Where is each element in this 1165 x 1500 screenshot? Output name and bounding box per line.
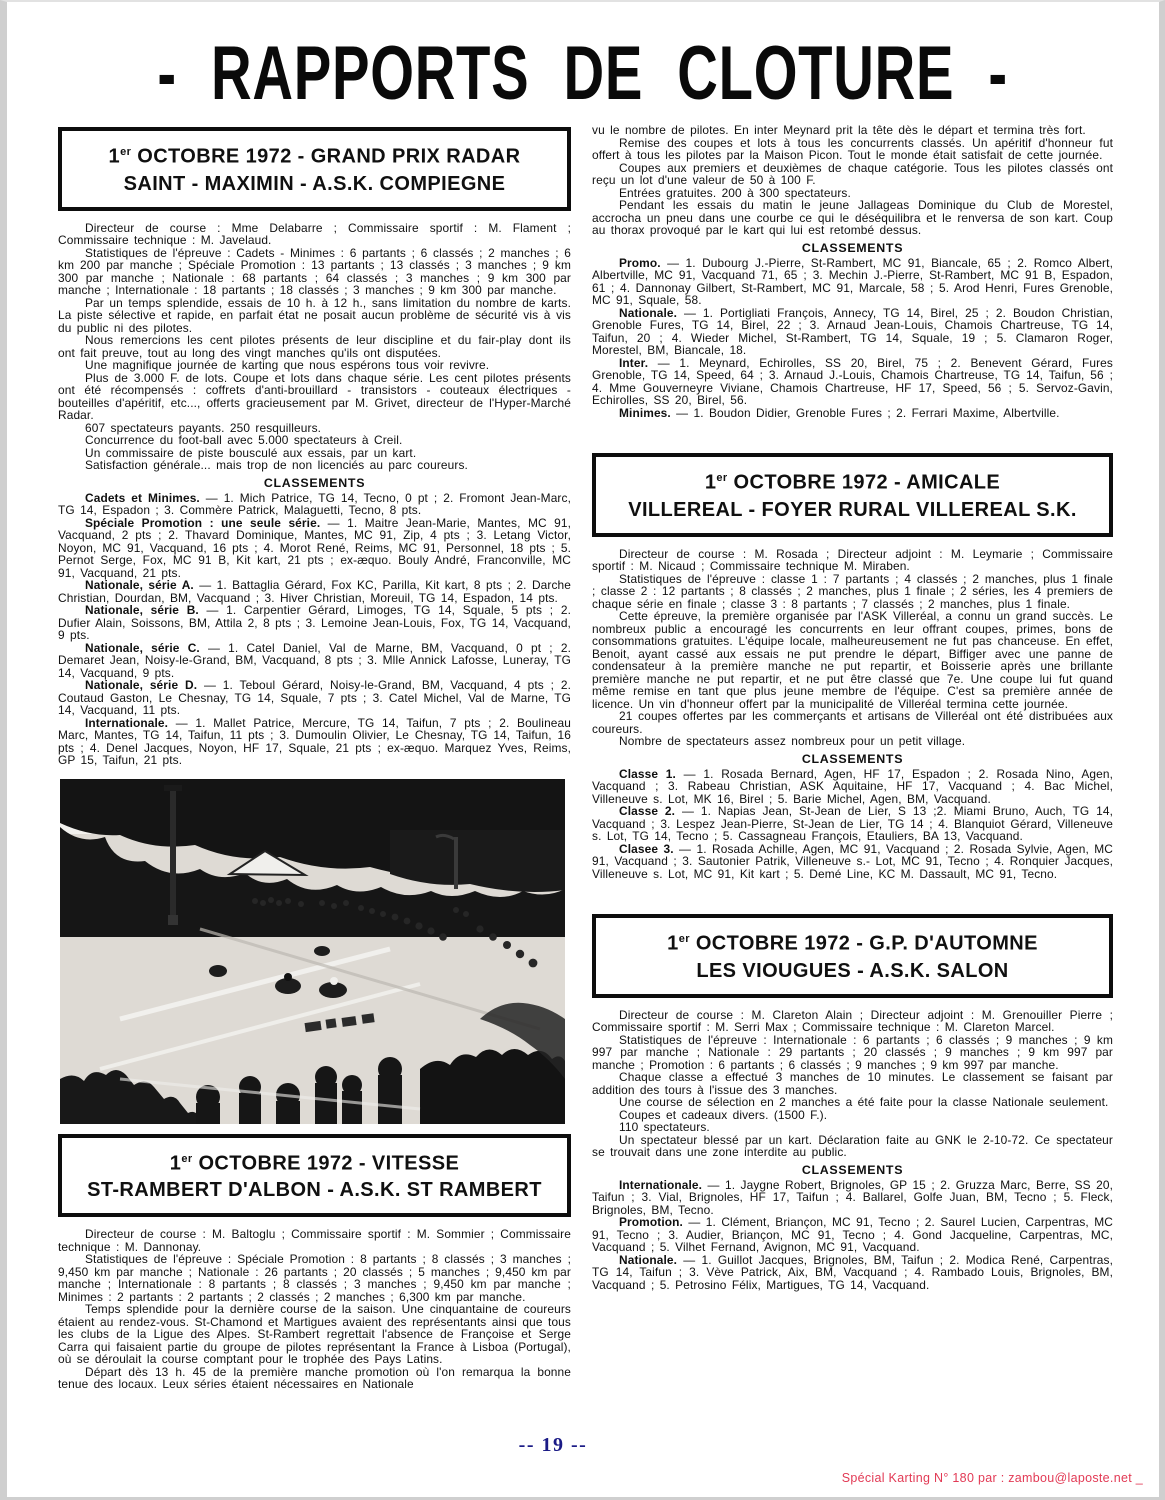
result-category: Classe 1. [619,766,676,781]
header-date-sup: er [716,472,728,484]
paragraph: Une magnifique journée de karting que nous espérons tous voir revivre. [85,358,490,373]
classements-heading: CLASSEMENTS [263,475,366,490]
header-line-1 [64,139,565,171]
result-entry [592,307,1113,357]
result-entry [58,517,571,580]
result-entry [58,717,571,767]
paragraph: Nombre de spectateurs assez nombreux pour un petit village. [619,734,966,749]
result-category: Nationale, série B. [85,603,199,618]
header-line-2: ST-RAMBERT D'ALBON - A.S.K. ST RAMBERT [87,1179,542,1202]
paragraph: Statistiques de l'épreuve : Cadets - Minimes : 6 partants ; 6 classés ; 2 manches ; 6 km 200 par manche ; Spéciale Promotion : 13 partants ; 13 classés ; 3 manches ; 9 km 300 par manche ; Nationale : 68 partants ; 64 classés ; 3 manches ; 9 km 300 par manche ; Internationale : 18 partants ; 18 classés ; 3 manches ; 9 km 300 par manche. [58,245,571,298]
header-line-1-text: OCTOBRE 1972 - GRAND PRIX RADAR [131,145,521,168]
paragraph: Chaque classe a effectué 3 manches de 10 minutes. Le classement se faisant par addition des tours à l'issue des 3 manches. [592,1070,1113,1097]
classements-heading: CLASSEMENTS [801,1162,904,1177]
result-entry [592,768,1113,806]
result-entry [58,579,571,604]
article-grand-prix-radar-continued [592,124,1113,419]
header-line-1-text: OCTOBRE 1972 - G.P. D'AUTOMNE [689,932,1038,955]
header-line-1-text: OCTOBRE 1972 - AMICALE [727,471,1001,494]
result-text: — 1. Mich Patrice, TG 14, Tecno, 0 pt ; 2. Fromont Jean-Marc, TG 14, Espadon ; 3. Commère Patrick, Malaguetti, Tecno, 8 pts. [58,490,571,518]
header-date-sup: er [181,1152,193,1165]
classements-heading: CLASSEMENTS [801,240,904,255]
result-text: — 1. Boudon Didier, Grenoble Fures ; 2. Ferrari Maxime, Albertville. [670,405,1060,420]
result-entry [592,1179,1113,1217]
paragraph: Un commissaire de piste bousculé aux essais, par un kart. [85,445,417,460]
paragraph: Une course de sélection en 2 manches a été faite pour la classe Nationale seulement. [619,1095,1109,1110]
result-category: Spéciale Promotion : une seule série. [85,515,321,530]
result-text: — 1. Mallet Patrice, Mercure, TG 14, Taifun, 7 pts ; 2. Boulineau Marc, Mantes, TG 14, Taifun, 11 pts ; 3. Dumoulin Olivier, Le Chesnay, TG 14, Taifun, 16 pts ; 4. Denel Jacques, Noyon, HF 17, Squale, 21 pts ; ex-æquo. Marquez Yves, Reims, GP 15, Taifun, 21 pts. [58,715,571,768]
paragraph: Pendant les essais du matin le jeune Jallageas Dominique du Club de Morestel, accrocha un pneu dans une courbe ce qui le déséquilibra et le renversa de son kart. Coup au thorax provoqué par le kart qui lui est retombé dessus. [592,198,1113,237]
paragraph: Cette épreuve, la première organisée par l'ASK Villeréal, a connu un grand succès. Le nombreux public a encouragé les concurrents en leur offrant coupes, primes, bons de consommations gratuites. L'équipe locale, malheureusement ne fut pas chanceuse. En effet, Benoit, ayant cassé aux essais ne put prendre le départ, Biffiger avec une panne de condensateur à la première manche ne put repartir, et Boisserie après une brillante première manche ne put repartir, et ne put être classé que 7e. Une coupe lui fut quand même remise en tant que plus jeune membre de l'équipe. C'est sa première année de licence. Un vin d'honneur offert par la municipalité de Villeréal termina cette journée. [592,609,1113,711]
result-text: — 1. Rosada Bernard, Agen, HF 17, Espadon ; 2. Rosada Nino, Agen, Vacquand ; 3. Rabeau Christian, ASK Aquitaine, HF 17, Vacquand ; 4. Bac Michel, Villeneuve s. Lot, MK 16, Birel ; 5. Barie Michel, Agen, BM, Vacquand. [592,766,1113,806]
result-text: — 1. Clément, Briançon, MC 91, Tecno ; 2. Saurel Lucien, Carpentras, MC 91, Tecno ; 3. Audier, Briançon, MC 91, Tecno ; 4. Gond Jacqueline, Carpentras, MC, Vacquand ; 5. Vilhet Fernand, Avignon, MC 91, Vacquand. [592,1215,1113,1255]
columns [7,120,1159,1391]
result-text: — 1. Dubourg J.-Pierre, St-Rambert, MC 91, Biancale, 65 ; 2. Romco Albert, Albertville, MC 91, Vacquand 71, 65 ; 3. Mechin J.-Pierre, St-Rambert, MC 91 B, Espadon, 61 ; 4. Dannonay Gilbert, St-Rambert, MC 91, Marcale, 58 ; 5. Arod Henri, Fures Grenoble, MC 91, Squale, 58. [592,255,1113,307]
header-line-2: LES VIOUGUES - A.S.K. SALON [696,959,1009,982]
result-text: — 1. Maitre Jean-Marie, Mantes, MC 91, Vacquand, 2 pts ; 2. Thavard Dominique, Mantes, MC 91, Zip, 4 pts ; 3. Letang Victor, Noyon, MC 91, Vacquand, 16 pts ; 4. Morot René, Reims, MC 91, Personnel, 18 pts ; 5. Pernot Serge, Fox, MC 91 B, Kit kart, 21 pts ; ex-æquo. Bouly André, Franconville, MC 91, Vacquand, 21 pts. [58,515,571,580]
article-header-vitesse [58,1134,571,1218]
article-vitesse-st-rambert [58,1134,571,1391]
result-entry [58,642,571,680]
result-entry [592,805,1113,843]
header-date-num: 1 [704,471,717,494]
result-entry [592,257,1113,307]
article-header-radar [58,127,571,211]
result-text: — 1. Rosada Achille, Agen, MC 91, Vacquand ; 2. Rosada Sylvie, Agen, MC 91, Vacquand ; 3. Sautonier Patrik, Villeneuve s.- Lot, MC 91, Tecno ; 4. Ronquier Jacques, Villeneuve s. Lot, MC 91, Kit kart ; 5. Demé Line, KC M. Dassault, MC 91, Tecno. [592,841,1114,881]
result-text: — 1. Battaglia Gérard, Fox KC, Parilla, Kit kart, 8 pts ; 2. Darche Christian, Dourdan, BM, Vacquand ; 3. Hiver Christian, Moreuil, TG 14, Espadon, 14 pts. [58,578,572,605]
result-entry [592,1254,1113,1292]
paragraph: 21 coupes offertes par les commerçants et artisans de Villeréal ont été distribuées aux coureurs. [592,709,1113,736]
paragraph: Temps splendide pour la dernière course de la saison. Une cinquantaine de coureurs étaient au rendez-vous. St-Chamond et Martigues avaient des représentants ainsi que tous les clubs de la Ligue des Alpes. St-Rambert regrettait l'absence de Françoise et Serge Carra qui faisaient partie du groupe de pilotes représentant la France à Lisboa (Portugal), où se déroulait la course comptant pour le trophée des Pays Latins. [58,1302,571,1367]
result-category: Clasee 3. [619,841,674,856]
paragraph: Entrées gratuites. 200 à 300 spectateurs. [619,185,851,200]
header-date-sup: er [678,933,690,946]
header-date-sup: er [120,146,132,158]
result-category: Internationale. [619,1177,703,1192]
article-amicale-villereal [592,453,1113,880]
karting-track-photo [60,779,565,1124]
article-grand-prix-radar [58,127,571,767]
header-line-1-text: OCTOBRE 1972 - VITESSE [192,1152,460,1175]
paragraph: Directeur de course : M. Baltoglu ; Commissaire sportif : M. Sommier ; Commissaire technique : M. Dannonay. [58,1227,571,1254]
paragraph: 607 spectateurs payants. 250 resquilleurs. [85,420,322,435]
result-category: Cadets et Minimes. [85,490,200,505]
paragraph: Un spectateur blessé par un kart. Déclaration faite au GNK le 2-10-72. Ce spectateur se trouvait dans une zone interdite au public. [592,1132,1113,1160]
header-date-num: 1 [667,932,679,955]
result-category: Nationale, série A. [85,578,194,593]
result-category: Nationale, série D. [85,678,198,693]
paragraph: vu le nombre de pilotes. En inter Meynard prit la tête dès le départ et termina très fort. [592,123,1086,137]
paragraph: Satisfaction générale... mais trop de non licenciés au parc coureurs. [85,458,468,473]
result-category: Promo. [619,255,661,270]
paragraph: Coupes et cadeaux divers. (1500 F.). [619,1107,828,1122]
paragraph: Statistiques de l'épreuve : Internationale : 6 partants ; 6 classés ; 9 manches ; 9 km 997 par manche ; Nationale : 29 partants ; 20 classés ; 9 manches ; 9 km 997 par manche ; Promotion : 6 partants ; 6 classés ; 9 manches ; 9 km 997 par manche. [592,1032,1113,1072]
paragraph: Statistiques de l'épreuve : classe 1 : 7 partants ; 4 classés ; 2 manches, plus 1 finale ; classe 2 : 12 partants ; 8 classés ; 2 manches, plus 1 finale ; 2 séries, les 4 premiers de chaque série en finale ; classe 3 : 8 partants ; 7 classés ; 2 manches, plus 1 finale. [592,571,1113,611]
page-title: - RAPPORTS DE CLOTURE - [157,31,1009,116]
paragraph: Remise des coupes et lots à tous les concurrents classés. Un apéritif d'honneur fut offert à tous les pilotes par la Maison Picon. Tout le monde était satisfait de cette journée. [592,135,1113,162]
article-header-salon [592,914,1113,998]
paragraph: Coupes aux premiers et deuxièmes de chaque catégorie. Tous les pilotes classés ont reçu un lot d'une valeur de 50 à 100 F. [592,160,1113,187]
header-line-1 [64,1146,565,1178]
header-line-2: SAINT - MAXIMIN - A.S.K. COMPIEGNE [123,172,506,195]
result-text: — 1. Napias Jean, St-Jean de Lier, S 13 ;2. Miami Bruno, Auch, TG 14, Vacquand ; 3. Lespez Jean-Pierre, St-Jean de Lier, TG 14 ; 4. Blanquiot Gérard, Villeneuve s. Lot, TG 14, Tecno ; 5. Cassagneau François, Etauliers, BA 13, Vacquand. [592,804,1114,844]
page-number: -- 19 -- [518,1434,588,1456]
result-entry [592,1216,1113,1254]
column-right [592,124,1113,1391]
result-category: Nationale. [619,1252,678,1267]
result-text: — 1. Portigliati François, Annecy, TG 14, Birel, 25 ; 2. Boudon Christian, Grenoble Fures, TG 14, Birel, 22 ; 3. Arnaud Jean-Louis, Chamois Chartreuse, TG 14, Taifun, 20 ; 4. Wieder Michel, St-Rambert, TG 14, Squale, 19 ; 5. Clamaron Roger, Morestel, BM, Biancale, 18. [592,305,1113,357]
header-date-num: 1 [169,1152,182,1175]
result-entry [592,843,1113,881]
paragraph: Statistiques de l'épreuve : Spéciale Promotion : 8 partants ; 8 classés ; 3 manches ; 9,450 km par manche ; Nationale : 26 partants ; 20 classés ; 5 manches ; 9,450 km par manche ; Internationale : 8 partants ; 8 classés ; 3 manches ; 9,450 km par manche ; Minimes : 2 partants : 2 partants ; 2 classés ; 2 manches ; 6,300 km par manche. [58,1252,571,1304]
result-entry [592,407,1113,420]
result-category: Internationale. [85,715,169,730]
paragraph: Départ dès 13 h. 45 de la première manche promotion où l'on remarqua la bonne tenue des locaux. Leux séries étaient nécessaires en Nationale [58,1364,571,1392]
result-category: Nationale. [619,305,678,320]
result-category: Promotion. [619,1215,683,1230]
result-entry [58,604,571,642]
article-header-villereal [592,453,1113,537]
paragraph: Nous remercions les cent pilotes présents de leur discipline et du fair-play dont ils ont fait preuve, tout au long des vingt manches qu'ils ont disputées. [58,333,571,360]
footer-credit: Spécial Karting N° 180 par : zambou@laposte.net _ [841,1471,1143,1485]
result-entry [58,679,571,717]
result-text: — 1. Teboul Gérard, Noisy-le-Grand, BM, Vacquand, 4 pts ; 2. Coutaud Gaston, Le Chesnay, TG 14, Squale, 7 pts ; 3. Catel Michel, Val de Marne, TG 14, Vacquand, 11 pts. [58,678,571,718]
result-category: Classe 2. [619,804,676,819]
paragraph: Directeur de course : M. Clareton Alain ; Directeur adjoint : M. Grenouiller Pierre ; Commissaire sportif : M. Serri Max ; Commissaire technique : M. Clareton Marcel. [592,1007,1113,1035]
header-line-1 [598,465,1107,497]
paragraph: Concurrence du foot-ball avec 5.000 spectateurs à Creil. [85,433,403,448]
classements-heading: CLASSEMENTS [801,751,904,766]
result-text: — 1. Jaygne Robert, Brignoles, GP 15 ; 2. Gruzza Marc, Berre, SS 20, Taifun ; 3. Vial, Brignoles, HF 17, Taifun ; 4. Ballarel, Golfe Juan, BM, Tecno ; 5. Fleck, Brignoles, BM, Tecno. [592,1177,1113,1217]
result-category: Inter. [619,355,649,370]
result-category: Minimes. [619,405,671,420]
result-entry [592,357,1113,407]
result-category: Nationale, série C. [85,640,200,655]
result-entry [58,492,571,517]
paragraph: Par un temps splendide, essais de 10 h. à 12 h., sans limitation du nombre de karts. La piste sélective et rapide, en parfait état ne posait aucun problème de sécurité vis à vis du public ni des pilotes. [58,295,571,335]
page-title-row [7,28,1159,120]
result-text: — 1. Carpentier Gérard, Limoges, TG 14, Squale, 5 pts ; 2. Dufier Alain, Soissons, BM, Attila 2, 8 pts ; 3. Lemoine Jean-Louis, Fox, TG 14, Vacquand, 9 pts. [58,603,571,643]
article-gp-automne-salon [592,914,1113,1291]
result-text: — 1. Guillot Jacques, Brignoles, BM, Taifun ; 2. Modica René, Carpentras, TG 14, Taifun ; 3. Vève Patrick, Aix, BM, Vacquand ; 4. Rambado Louis, Brignoles, BM, Vacquand ; 5. Petrosino Félix, Martigues, TG 14, Vacquand. [592,1252,1113,1292]
paragraph: 110 spectateurs. [619,1120,710,1135]
header-line-1 [598,926,1107,958]
result-text: — 1. Catel Daniel, Val de Marne, BM, Vacquand, 0 pt ; 2. Demaret Jean, Noisy-le-Grand, BM, Vacquand, 8 pts ; 3. Mlle Annick Lafosse, Luneray, TG 14, Vacquand, 9 pts. [58,640,572,680]
column-left [58,124,571,1391]
header-line-2: VILLEREAL - FOYER RURAL VILLEREAL S.K. [628,498,1077,521]
header-date-num: 1 [108,145,121,168]
paragraph: Directeur de course : M. Rosada ; Directeur adjoint : M. Leymarie ; Commissaire sportif : M. Nicaud ; Commissaire technique M. Miraben. [592,546,1113,574]
result-text: — 1. Meynard, Echirolles, SS 20, Birel, 75 ; 2. Benevent Gérard, Fures Grenoble, TG 14, Speed, 64 ; 3. Arnaud J.-Louis, Chamois Chartreuse, TG 14, Taifun, 56 ; 4. Mme Gouverneyre Viviane, Chamois Chartreuse, HF 17, Speed, 56 ; 5. Servoz-Gavin, Echirolles, SS 20, Birel, 56. [592,355,1113,407]
paragraph: Directeur de course : Mme Delabarre ; Commissaire sportif : M. Flament ; Commissaire technique : M. Javelaud. [58,220,571,248]
paragraph: Plus de 3.000 F. de lots. Coupe et lots dans chaque série. Les cent pilotes présents ont été récompensés : coffrets d'anti-brouillard - transistors - couteaux électriques - bouteilles d'apéritif, etc..., offerts gracieusement par M. Grivet, directeur de l'Hyper-Marché Radar. [58,370,571,423]
